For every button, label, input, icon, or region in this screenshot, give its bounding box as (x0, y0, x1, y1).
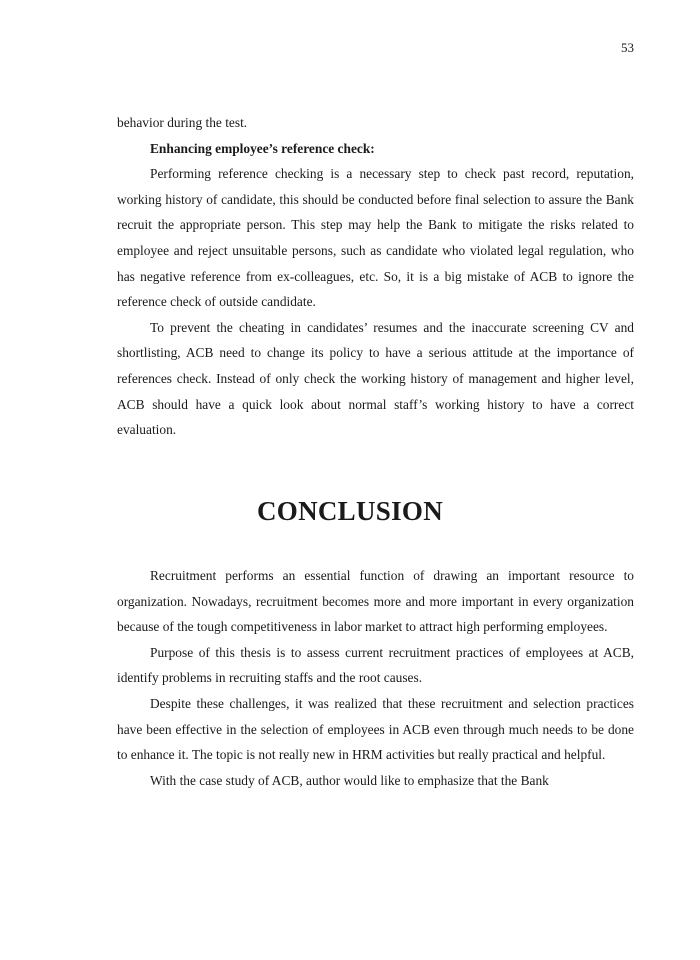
reference-check-section (117, 110, 634, 443)
paragraph: Purpose of this thesis is to assess current recruitment practices of employees at ACB, identify problems in recruiting staffs and the root causes. (117, 644, 634, 686)
subheading-reference-check: Enhancing employee’s reference check: (150, 140, 375, 156)
page-number: 53 (621, 40, 634, 55)
paragraph: To prevent the cheating in candidates’ resumes and the inaccurate screening CV and shortlisting, ACB need to change its policy to have a serious attitude at the importance of references check. Instead of only check the working history of management and higher level, ACB should have a quick look about normal staff’s working history to have a correct evaluation. (117, 319, 634, 438)
paragraph: Performing reference checking is a necessary step to check past record, reputation, working history of candidate, this should be conducted before final selection to assure the Bank recruit the appropriate person. This step may help the Bank to mitigate the risks related to employee and reject unsuitable persons, such as candidate who violated legal regulation, who has negative reference from ex-colleagues, etc. So, it is a big mistake of ACB to ignore the reference check of outside candidate. (117, 166, 634, 310)
paragraph: Despite these challenges, it was realized that these recruitment and selection practices have been effective in the selection of employees in ACB even through much needs to be done to enhance it. The topic is not really new in HRM activities but really practical and helpful. (117, 695, 634, 763)
paragraph: Recruitment performs an essential function of drawing an important resource to organization. Nowadays, recruitment becomes more and more important in every organization because of the tough competitiveness in labor market to attract high performing employees. (117, 568, 634, 635)
paragraph: With the case study of ACB, author would like to emphasize that the Bank (150, 772, 549, 788)
conclusion-heading: CONCLUSION (256, 496, 444, 526)
continuation-line: behavior during the test. (117, 115, 248, 130)
conclusion-section (117, 563, 634, 793)
